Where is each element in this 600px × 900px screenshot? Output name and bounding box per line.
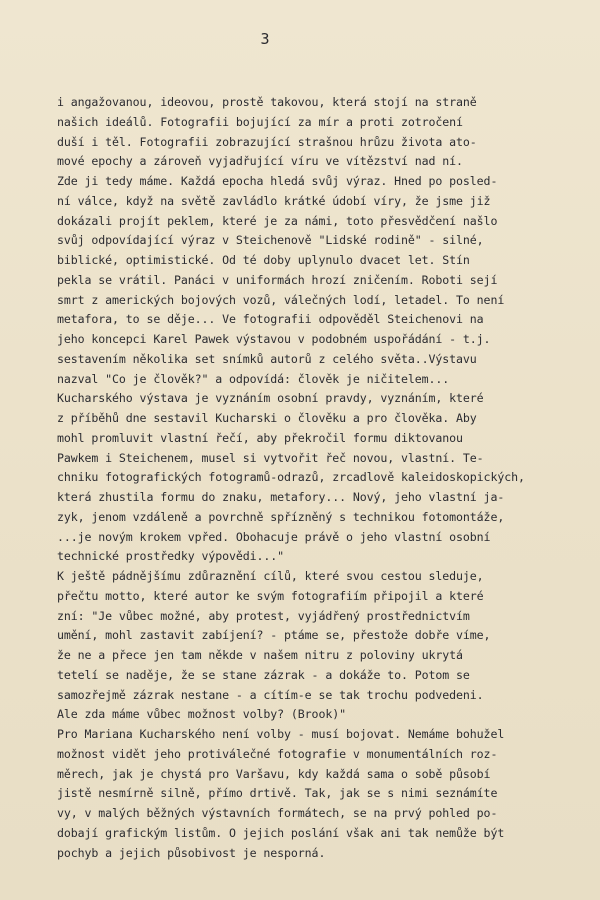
text-line: biblické, optimistické. Od té doby uplynulo dvacet let. Stín [57,253,470,267]
text-line: Ale zda máme vůbec možnost volby? (Brook)" [57,707,346,722]
text-line: našich ideálů. Fotografii bojující za mír a proti zotročení [57,114,463,129]
text-line: technické prostředky výpovědi..." [57,549,285,564]
text-line: mohl promluvit vlastní řečí, aby překročil formu diktovanou [57,430,463,445]
text-line: nazval "Co je člověk?" a odpovídá: člověk je ničitelem... [57,371,450,386]
text-line: ...je novým krokem vpřed. Obohacuje právě o jeho vlastní osobní [57,529,491,544]
text-line: Zde ji tedy máme. Každá epocha hledá svůj výraz. Hned po posled- [57,174,498,188]
text-line: K ještě pádnějšímu zdůraznění cílů, které svou cestou sleduje, [57,569,484,583]
text-line: dokázali projít peklem, které je za námi, toto přesvědčení našlo [57,213,498,228]
text-line: Pro Mariana Kucharského není volby - musí bojovat. Nemáme bohužel [57,727,505,741]
text-line: Kucharského výstava je vyznáním osobní pravdy, vyznáním, které [57,391,484,406]
text-line: zní: "Je vůbec možné, aby protest, vyjádřený prostřednictvím [57,608,470,623]
text-line: vy, v malých běžných výstavních formátech, se na prvý pohled po- [57,806,498,820]
text-line: duší i těl. Fotografii zobrazující strašnou hrůzu života ato- [57,134,477,149]
body-text [57,93,597,863]
text-line: pochyb a jejich působivost je nesporná. [57,845,326,860]
text-line: z příběhů dne sestavil Kucharski o člověku a pro člověka. Aby [57,411,477,425]
text-line: smrt z amerických bojových vozů, válečných lodí, letadel. To není [57,292,505,307]
text-line: svůj odpovídající výraz v Steichenově "Lidské rodině" - silné, [57,233,484,248]
text-line: samozřejmě zázrak nestane - a cítím-e se tak trochu podvedeni. [57,687,484,702]
text-line: metafora, to se děje... Ve fotografii odpověděl Steichenovi na [57,312,484,327]
text-line: možnost vidět jeho protiválečné fotografie v monumentálních roz- [57,746,498,761]
text-line: chniku fotografických fotogramů-odrazů, zrcadlově kaleidoskopických, [57,470,525,485]
text-line: jeho koncepci Karel Pawek výstavou v podobném uspořádání - t.j. [57,332,491,346]
text-line: jistě nesmírně silně, přímo drtivě. Tak, jak se s nimi seznámíte [57,786,498,801]
text-line: pekla se vrátil. Panáci v uniformách hrozí zničením. Roboti sejí [57,272,498,287]
text-line: Pawkem i Steichenem, musel si vytvořit řeč novou, vlastní. Te- [57,450,484,465]
text-line: dobají grafickým listům. O jejich poslání však ani tak nemůže být [57,825,505,840]
text-line: která zhustila formu do znaku, metafory... Nový, jeho vlastní ja- [57,490,505,504]
text-line: i angažovanou, ideovou, prostě takovou, která stojí na straně [57,95,477,109]
text-line: že ne a přece jen tam někde v našem nitru z poloviny ukrytá [57,648,463,662]
text-line: měrech, jak je chystá pro Varšavu, kdy každá sama o sobě působí [57,766,491,781]
text-line: zyk, jenom vzdáleně a povrchně spřízněný s technikou fotomontáže, [57,509,505,524]
text-line: mové epochy a zároveň vyjadřující víru ve vítězství nad ní. [57,154,463,169]
text-line: umění, mohl zastavit zabíjení? - ptáme se, přestože dobře víme, [57,628,491,643]
text-line: přečtu motto, které autor ke svým fotografiím připojil a které [57,588,484,603]
text-line: ní válce, když na světě zavládlo krátké údobí víry, že jsme již [57,193,491,208]
text-line: tetelí se naděje, že se stane zázrak - a dokáže to. Potom se [57,667,470,682]
text-line: sestavením několika set snímků autorů z celého světa..Výstavu [57,351,477,366]
page-number: 3 [260,30,270,48]
